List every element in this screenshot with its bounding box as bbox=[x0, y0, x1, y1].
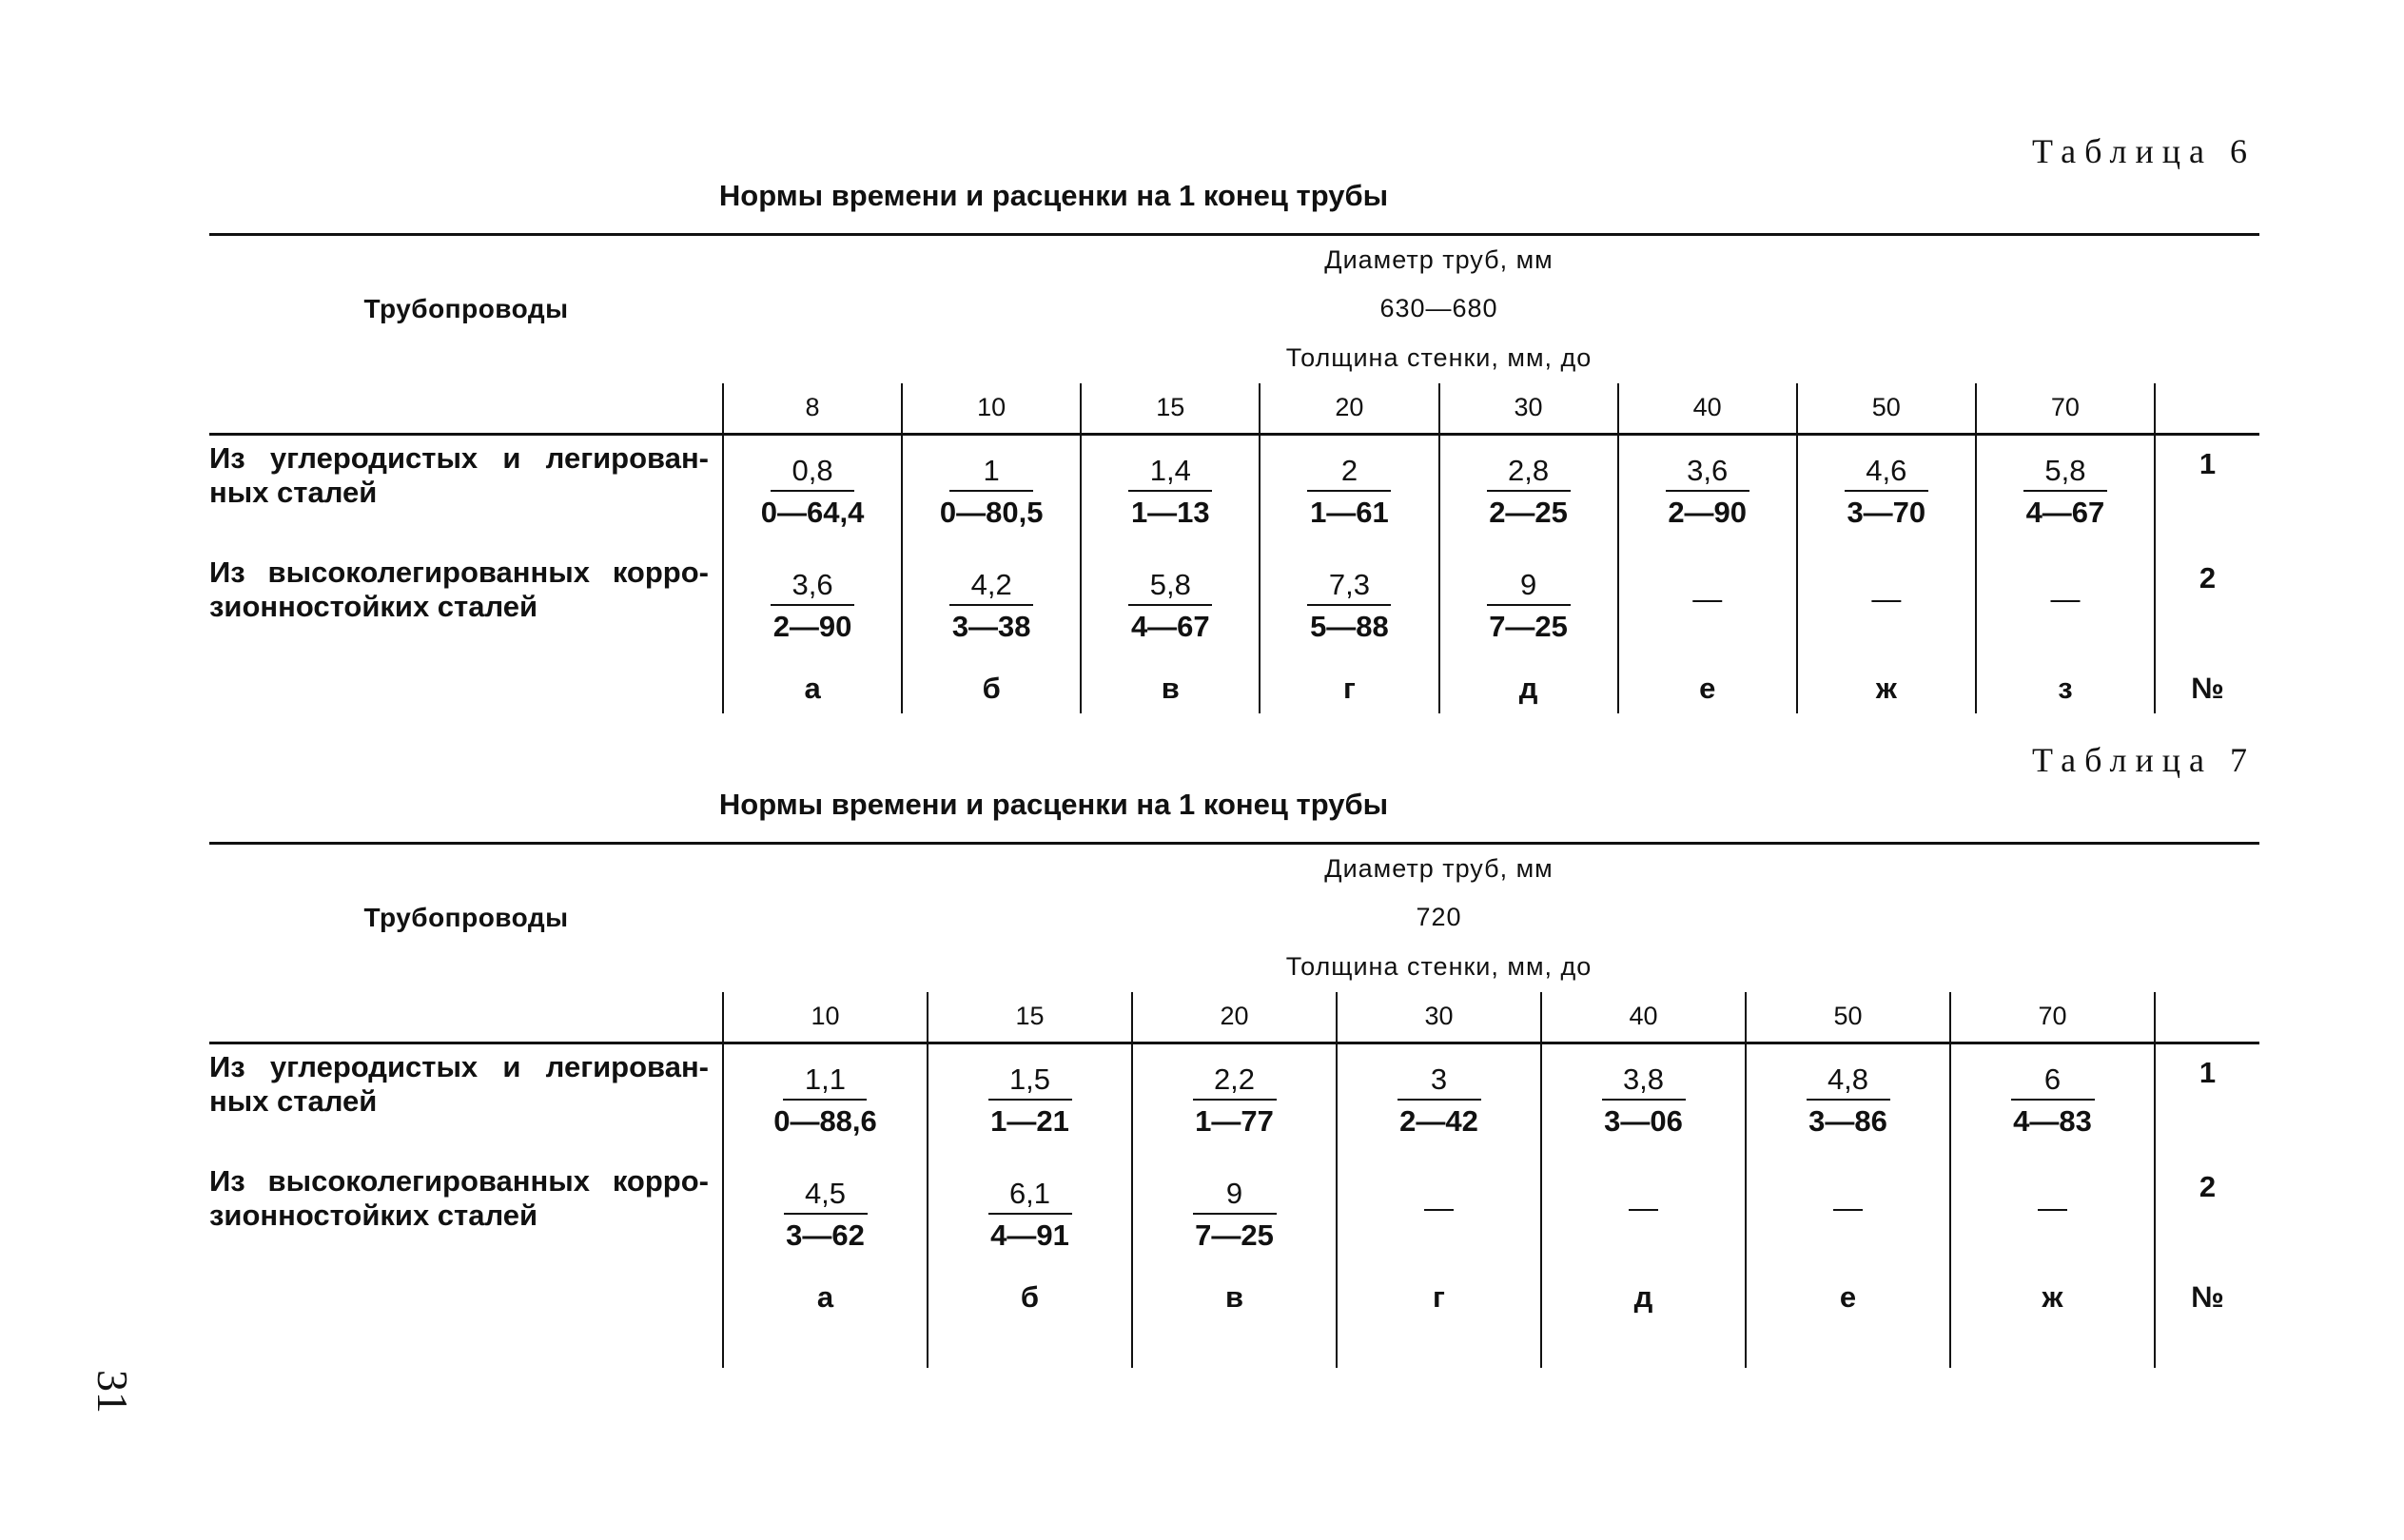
pipelines-header: Трубопроводы bbox=[209, 235, 723, 383]
row-name: Из углеродистых и легирован- ных сталей bbox=[209, 440, 709, 509]
rate-cell: $\frac{5,8}{4—67}$ bbox=[1976, 434, 2155, 550]
rate-cell: $\frac{9}{7—25}$ bbox=[1439, 550, 1618, 664]
rate-cell: $\frac{9}{7—25}$ bbox=[1132, 1159, 1337, 1273]
wall-value: 15 bbox=[1081, 383, 1260, 435]
rate-cell: $\frac{4,2}{3—38}$ bbox=[902, 550, 1081, 664]
wall-header: Толщина стенки, мм, до bbox=[1285, 952, 1593, 981]
table-row bbox=[209, 550, 2259, 664]
rate-cell: $\frac{3}{2—42}$ bbox=[1337, 1043, 1541, 1159]
column-letter: в bbox=[1132, 1273, 1337, 1322]
row-number: 1 bbox=[2199, 446, 2217, 480]
rate-cell: $\frac{5,8}{4—67}$ bbox=[1081, 550, 1260, 664]
wall-value: 20 bbox=[1132, 992, 1337, 1043]
column-letter: б bbox=[902, 664, 1081, 713]
rate-cell: $\frac{2,8}{2—25}$ bbox=[1439, 434, 1618, 550]
empty-cell: — bbox=[1337, 1159, 1541, 1273]
column-letters-row bbox=[209, 1273, 2259, 1322]
no-header-blank bbox=[2155, 844, 2259, 992]
column-letter: ж bbox=[1797, 664, 1976, 713]
empty-cell: — bbox=[1541, 1159, 1746, 1273]
rate-cell: $\frac{1}{0—80,5}$ bbox=[902, 434, 1081, 550]
column-letter: е bbox=[1746, 1273, 1950, 1322]
table-title: Нормы времени и расценки на 1 конец трубы bbox=[718, 179, 1389, 212]
diameter-header: Диаметр труб, мм bbox=[723, 844, 2155, 893]
table-row bbox=[209, 1043, 2259, 1159]
rate-cell: $\frac{0,8}{0—64,4}$ bbox=[723, 434, 902, 550]
wall-value: 20 bbox=[1260, 383, 1438, 435]
column-letter: г bbox=[1260, 664, 1438, 713]
empty-cell: — bbox=[1950, 1159, 2155, 1273]
row-number: 2 bbox=[2199, 1169, 2217, 1203]
rate-cell: $\frac{3,6}{2—90}$ bbox=[723, 550, 902, 664]
row-name: Из углеродистых и легирован- ных сталей bbox=[209, 1049, 709, 1118]
rate-cell: $\frac{3,6}{2—90}$ bbox=[1618, 434, 1797, 550]
column-letter: д bbox=[1439, 664, 1618, 713]
norms-table-7 bbox=[209, 842, 2259, 1368]
row-number: 2 bbox=[2199, 560, 2217, 595]
row-name: Из высоколегированных корро- зионностойких сталей bbox=[209, 555, 709, 623]
diameter-value: 630—680 bbox=[1379, 294, 1498, 322]
rate-cell: $\frac{2}{1—61}$ bbox=[1260, 434, 1438, 550]
wall-value: 50 bbox=[1746, 992, 1950, 1043]
column-letter: г bbox=[1337, 1273, 1541, 1322]
wall-header: Толщина стенки, мм, до bbox=[1285, 343, 1593, 372]
table-label: Таблица 6 bbox=[2032, 132, 2256, 170]
diameter-value: 720 bbox=[1416, 903, 1462, 931]
no-header-blank bbox=[2155, 235, 2259, 383]
wall-value: 10 bbox=[902, 383, 1081, 435]
column-letters-row bbox=[209, 664, 2259, 713]
table-label: Таблица 7 bbox=[2032, 741, 2256, 779]
wall-value: 10 bbox=[723, 992, 928, 1043]
wall-value: 70 bbox=[1950, 992, 2155, 1043]
table-row bbox=[209, 434, 2259, 550]
rate-cell: $\frac{6}{4—83}$ bbox=[1950, 1043, 2155, 1159]
pipelines-header: Трубопроводы bbox=[209, 844, 723, 992]
wall-value: 40 bbox=[1618, 383, 1797, 435]
rate-cell: $\frac{1,5}{1—21}$ bbox=[928, 1043, 1132, 1159]
wall-value: 70 bbox=[1976, 383, 2155, 435]
rate-cell: $\frac{6,1}{4—91}$ bbox=[928, 1159, 1132, 1273]
column-letter: е bbox=[1618, 664, 1797, 713]
rate-cell: $\frac{7,3}{5—88}$ bbox=[1260, 550, 1438, 664]
table-7-block bbox=[209, 737, 2259, 1368]
empty-cell: — bbox=[1746, 1159, 1950, 1273]
row-name: Из высоколегированных корро- зионностойких сталей bbox=[209, 1163, 709, 1232]
rate-cell: $\frac{1,1}{0—88,6}$ bbox=[723, 1043, 928, 1159]
wall-value: 30 bbox=[1439, 383, 1618, 435]
norms-table-6 bbox=[209, 233, 2259, 713]
wall-value: 40 bbox=[1541, 992, 1746, 1043]
column-letter: ж bbox=[1950, 1273, 2155, 1322]
wall-value: 50 bbox=[1797, 383, 1976, 435]
column-letter: а bbox=[723, 664, 902, 713]
column-letter: з bbox=[1976, 664, 2155, 713]
table-6-block bbox=[209, 128, 2259, 713]
rate-cell: $\frac{1,4}{1—13}$ bbox=[1081, 434, 1260, 550]
empty-cell: — bbox=[1976, 550, 2155, 664]
row-number: 1 bbox=[2199, 1055, 2217, 1089]
rate-cell: $\frac{4,8}{3—86}$ bbox=[1746, 1043, 1950, 1159]
diameter-header: Диаметр труб, мм bbox=[723, 235, 2155, 284]
number-sign: № bbox=[2191, 1279, 2224, 1314]
rate-cell: $\frac{2,2}{1—77}$ bbox=[1132, 1043, 1337, 1159]
column-letter: б bbox=[928, 1273, 1132, 1322]
rate-cell: $\frac{4,5}{3—62}$ bbox=[723, 1159, 928, 1273]
column-letter: в bbox=[1081, 664, 1260, 713]
number-sign: № bbox=[2191, 671, 2224, 705]
wall-value: 30 bbox=[1337, 992, 1541, 1043]
wall-value: 8 bbox=[723, 383, 902, 435]
rate-cell: $\frac{3,8}{3—06}$ bbox=[1541, 1043, 1746, 1159]
column-letter: а bbox=[723, 1273, 928, 1322]
column-letter: д bbox=[1541, 1273, 1746, 1322]
empty-cell: — bbox=[1618, 550, 1797, 664]
page-number: 31 bbox=[88, 1370, 137, 1413]
empty-cell: — bbox=[1797, 550, 1976, 664]
table-title: Нормы времени и расценки на 1 конец трубы bbox=[718, 788, 1389, 821]
table-row bbox=[209, 1159, 2259, 1273]
rate-cell: $\frac{4,6}{3—70}$ bbox=[1797, 434, 1976, 550]
wall-value: 15 bbox=[928, 992, 1132, 1043]
